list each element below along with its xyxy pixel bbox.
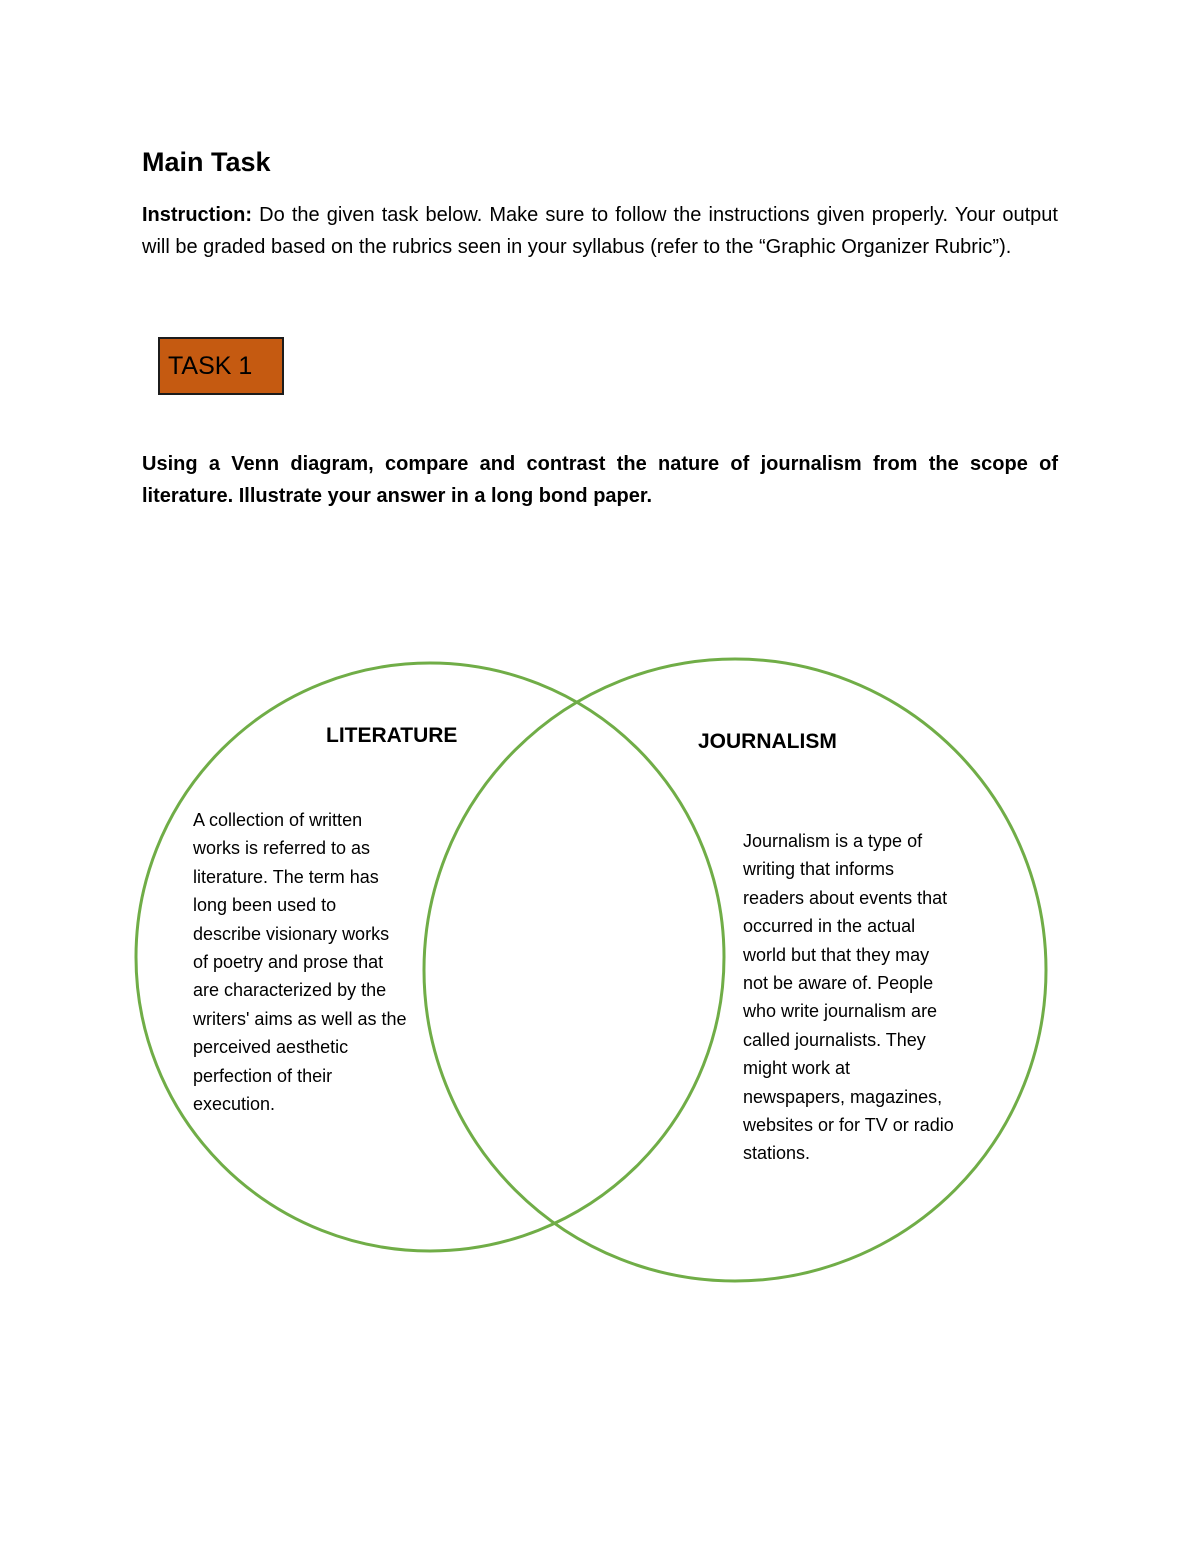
venn-text-journalism-line: newspapers, magazines, — [743, 1086, 943, 1107]
venn-text-literature-line: long been used to — [193, 895, 337, 916]
venn-text-journalism-line: websites or for TV or radio — [743, 1115, 954, 1136]
venn-text-literature-line: perceived aesthetic — [193, 1037, 349, 1058]
venn-title-literature: LITERATURE — [326, 724, 458, 747]
venn-text-literature-line: execution. — [193, 1094, 276, 1115]
task-badge-label: TASK 1 — [168, 352, 253, 380]
task-prompt: Using a Venn diagram, compare and contrast the nature of journalism from the scope of literature. Illustrate your answer in a long bond paper. — [142, 453, 1058, 507]
venn-text-journalism-line: writing that informs — [743, 859, 895, 880]
venn-text-journalism — [743, 827, 983, 1168]
instruction-label: Instruction: — [142, 204, 252, 226]
venn-text-literature-line: are characterized by the — [193, 980, 387, 1001]
venn-text-literature-line: of poetry and prose that — [193, 952, 384, 973]
venn-text-literature-line: writers' aims as well as the — [193, 1008, 407, 1029]
venn-text-journalism-line: stations. — [743, 1143, 811, 1164]
venn-text-literature-line: describe visionary works — [193, 923, 390, 944]
venn-text-journalism-line: who write journalism are — [743, 1001, 938, 1022]
venn-text-literature-line: works is referred to as — [193, 838, 371, 859]
venn-text-literature-line: perfection of their — [193, 1065, 333, 1086]
venn-text-journalism-line: might work at — [743, 1058, 851, 1079]
page-title: Main Task — [142, 147, 271, 177]
venn-text-journalism-line: called journalists. They — [743, 1029, 926, 1050]
venn-text-literature — [193, 806, 433, 1118]
venn-text-journalism-line: occurred in the actual — [743, 916, 916, 937]
venn-text-literature-line: literature. The term has — [193, 866, 379, 887]
venn-text-literature-line: A collection of written — [193, 810, 363, 830]
venn-text-journalism-line: not be aware of. People — [743, 973, 934, 994]
venn-title-journalism: JOURNALISM — [698, 730, 837, 753]
venn-text-journalism-line: world but that they may — [743, 944, 930, 965]
instruction-text: Do the given task below. Make sure to follow the instructions given properly. Your output will be graded based on the rubrics seen in your syllabus (refer to the “Graphic Organizer Rubric”). — [142, 204, 1058, 258]
venn-text-journalism-line: readers about events that — [743, 887, 948, 908]
venn-text-journalism-line: Journalism is a type of — [743, 831, 923, 851]
